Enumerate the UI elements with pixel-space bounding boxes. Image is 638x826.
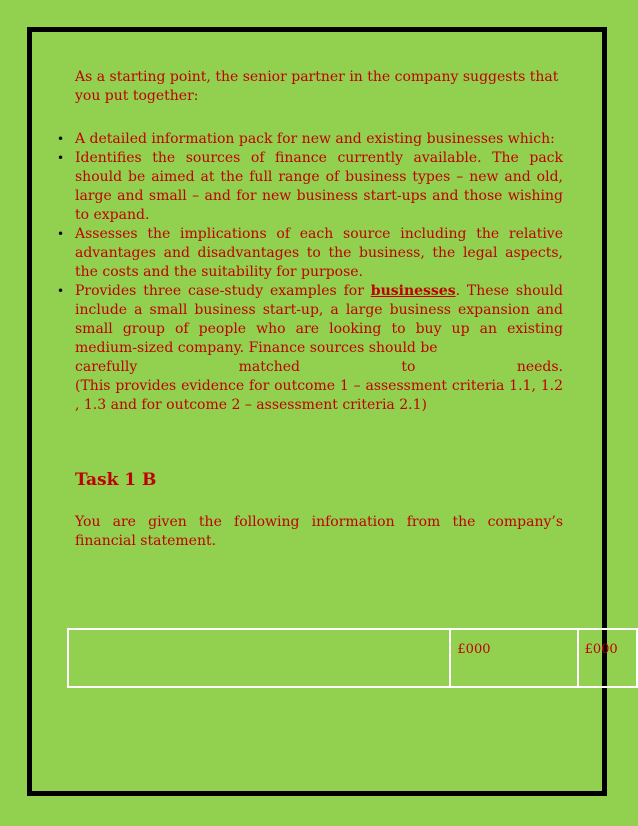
bullet-icon: • [57,227,65,241]
intro-paragraph: As a starting point, the senior partner in the company suggests that you put together: [75,69,559,104]
criteria-note: (This provides evidence for outcome 1 – assessment criteria 1.1, 1.2 , 1.3 and for outcome 2 – assessment criteria 2.1) [75,378,563,413]
list-item-text: . These should include a small business start-up, a large business expansion and small group of people who are looking to buy up an existing medium-sized company. Finance sources should be [75,283,564,356]
requirements-list [57,130,564,415]
table-cell [68,629,450,687]
task-description: You are given the following information from the company’s financial statement. [75,514,563,549]
list-item-text: A detailed information pack for new and existing businesses which: [75,131,555,147]
list-item [57,130,563,149]
bullet-icon: • [57,151,65,165]
table-row [68,629,637,687]
list-item [57,225,563,282]
task-title: Task 1 B [75,470,157,490]
list-item-text: Identifies the sources of finance currently available. The pack should be aimed at the full range of business types – new and old, large and small – and for new business start-ups and those wishing to expand. [75,150,563,223]
financial-table [67,628,638,688]
justified-line: carefully matched to needs. [75,359,563,375]
table-header-cell: £000 [450,629,577,687]
bullet-icon: • [57,284,65,298]
list-item [57,149,563,225]
businesses-link[interactable]: businesses [370,283,456,299]
table-header-cell: £000 [578,629,637,687]
list-item-text: Provides three case-study examples for [75,283,371,299]
list-item [57,282,564,415]
list-item-text: Assesses the implications of each source including the relative advantages and disadvantages to the business, the legal aspects, the costs and the suitability for purpose. [75,226,563,280]
bullet-icon: • [57,132,65,146]
document-content [57,68,564,551]
